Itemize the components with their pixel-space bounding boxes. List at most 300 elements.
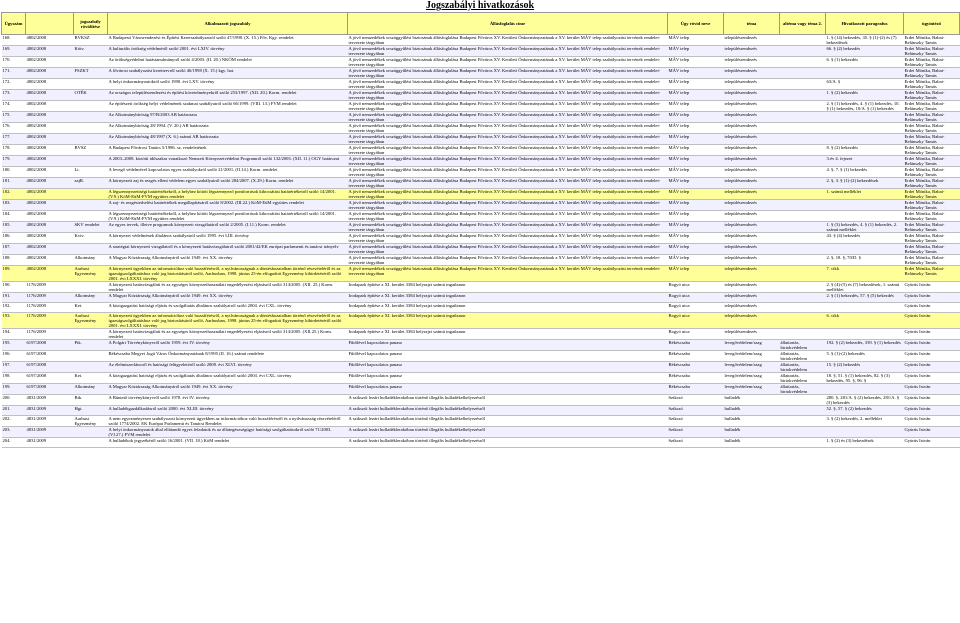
- law-title: A környezet védelmének általános szabályairól szóló 1995. évi LIII. törvény: [108, 233, 348, 244]
- topic: hulladék: [724, 416, 780, 427]
- row-number: 191.: [2, 293, 26, 303]
- abbreviation: [74, 362, 108, 373]
- law-title: A 2003–2008. közötti időszakra vonatkozó Nemzeti Környezetvédelmi Programról szóló 132/2003. (XII. 11.) OGY határozat: [108, 156, 348, 167]
- cited-paragraph: 2. §, 18. §, 70/D. §: [826, 255, 904, 266]
- cited-paragraph: 5. § (1)-(2) bekezdés: [826, 351, 904, 362]
- topic: településrendezés: [724, 200, 780, 211]
- row-number: 186.: [2, 233, 26, 244]
- statement-title: A jövő nemzedékek országgyűlési biztosának állásfoglalása Budapest Főváros XV. Kerületi Önkormányzatának a XV. kerület MÁV telep szabályozási tervének rendelet-tervezete tárgyában: [348, 211, 668, 222]
- statement-title: A jövő nemzedékek országgyűlési biztosának állásfoglalása Budapest Főváros XV. Kerületi Önkormányzatának a XV. kerület MÁV telep szabályozási tervének rendelet-tervezete tárgyában: [348, 189, 668, 200]
- statement-title: A jövő nemzedékek országgyűlési biztosának állásfoglalása Budapest Főváros XV. Kerületi Önkormányzatának a XV. kerület MÁV telep szabályozási tervének rendelet-tervezete tárgyában: [348, 46, 668, 57]
- cited-paragraph: 6. § (1) bekezdés: [826, 57, 904, 68]
- case-officer: Erdei Mónika, Babai-Belánszky Tamás: [904, 90, 960, 101]
- case-officer: Erdei Mónika, Babai-Belánszky Tamás: [904, 145, 960, 156]
- law-title: A nem egyezményesen szabályozott környezeti ügyekben az információhoz való hozzáférésről és a nyilvánosság részvételéről szóló 1774/2002. EK Európai Parlamenti és Tanácsi Rendelet: [108, 416, 348, 427]
- row-number: 182.: [2, 189, 26, 200]
- row-number: 168.: [2, 35, 26, 46]
- subtopic: [780, 427, 826, 438]
- header-ugyszam-no: [26, 13, 74, 35]
- row-number: 203.: [2, 427, 26, 438]
- row-number: 190.: [2, 282, 26, 293]
- topic: településrendezés: [724, 90, 780, 101]
- law-title: A hulladékgazdálkodásról szóló 2000. évi XLIII. törvény: [108, 406, 348, 416]
- law-title: A zaj- és rezgésterhelési határértékek megállapításáról szóló 8/2002. (III.22.) KöM-EüM együttes rendelet: [108, 200, 348, 211]
- subtopic: [780, 244, 826, 255]
- subtopic: [780, 156, 826, 167]
- case-name: Bogyó utca: [668, 313, 724, 329]
- case-name: MÁV telep: [668, 123, 724, 134]
- case-number: 4802/2008: [26, 211, 74, 222]
- case-officer: Erdei Mónika, Babai-Belánszky Tamás: [904, 244, 960, 255]
- cited-paragraph: [826, 112, 904, 123]
- law-title: Az Alkotmánybíróság 28/1994. (V. 20.) AB határozata: [108, 123, 348, 134]
- law-title: A közigazgatási hatósági eljárás és szolgáltatás általános szabályairól szóló 2004. évi CXL. törvény: [108, 373, 348, 384]
- case-number: 1176/2009: [26, 293, 74, 303]
- law-title: A Polgári Törvénykönyvről szóló 1959. évi IV. törvény: [108, 340, 348, 351]
- table-row: [2, 427, 960, 438]
- case-name: MÁV telep: [668, 35, 724, 46]
- cited-paragraph: 1. § (2) bekezdés: [826, 90, 904, 101]
- case-officer: Erdei Mónika, Babai-Belánszky Tamás: [904, 189, 960, 200]
- case-number: 4802/2008: [26, 244, 74, 255]
- row-number: 183.: [2, 200, 26, 211]
- case-name: MÁV telep: [668, 145, 724, 156]
- statement-title: A jövő nemzedékek országgyűlési biztosának állásfoglalása Budapest Főváros XV. Kerületi Önkormányzatának a XV. kerület MÁV telep szabályozási tervének rendelet-tervezete tárgyában: [348, 112, 668, 123]
- law-title: A légszennyezettségi határértékekről, a helyhez kötött légszennyező pontforrások kibocsátási határértékeiről szóló 14/2001. (V.9.) KöM-EüM-FVM együttes rendelet: [108, 189, 348, 200]
- subtopic: [780, 79, 826, 90]
- topic: településrendezés: [724, 79, 780, 90]
- subtopic: [780, 282, 826, 293]
- topic: településrendezés: [724, 255, 780, 266]
- case-name: MÁV telep: [668, 222, 724, 233]
- case-officer: Erdei Mónika, Babai-Belánszky Tamás: [904, 79, 960, 90]
- topic: hulladék: [724, 438, 780, 448]
- cited-paragraph: 2. § (1) bekezdés, 4. § (1) bekezdés, 10. § (1) bekezdés, 10/A. § (1) bekezdés: [826, 101, 904, 112]
- subtopic: [780, 233, 826, 244]
- row-number: 194.: [2, 329, 26, 340]
- table-row: [2, 329, 960, 340]
- abbreviation: SKV rendelet: [74, 222, 108, 233]
- header-ugyintezo: ügyintéző: [904, 13, 960, 35]
- row-number: 184.: [2, 211, 26, 222]
- row-number: 174.: [2, 101, 26, 112]
- subtopic: állattartás, birtokvédelem: [780, 340, 826, 351]
- cited-paragraph: 192. § (2) bekezdés, 339. § (1) bekezdés: [826, 340, 904, 351]
- cited-paragraph: [826, 68, 904, 79]
- case-officer: Gyürüs István: [904, 329, 960, 340]
- topic: településrendezés: [724, 189, 780, 200]
- row-number: 176.: [2, 123, 26, 134]
- cited-paragraph: 1. § (3) bekezdés, 4. § (1) bekezdés, 2. számú melléklet: [826, 222, 904, 233]
- case-number: 4831/2009: [26, 406, 74, 416]
- case-number: 4802/2008: [26, 46, 74, 57]
- row-number: 175.: [2, 112, 26, 123]
- page-title: Jogszabályi hivatkozások: [425, 0, 535, 11]
- subtopic: [780, 123, 826, 134]
- abbreviation: Btk.: [74, 395, 108, 406]
- table-row: [2, 123, 960, 134]
- cited-paragraph: 3. § (2) bekezdés, 2. melléklet: [826, 416, 904, 427]
- statement-title: A jövő nemzedékek országgyűlési biztosának állásfoglalása Budapest Főváros XV. Kerületi Önkormányzatának a XV. kerület MÁV telep szabályozási tervének rendelet-tervezete tárgyában: [348, 57, 668, 68]
- cited-paragraph: 7. cikk: [826, 266, 904, 282]
- topic: településrendezés: [724, 313, 780, 329]
- law-title: A környezeti hatásvizsgálati és az egységes környezethasználati engedélyezési eljárásról szóló 314/2005. (XII.25.) Korm. rendelet: [108, 329, 348, 340]
- case-officer: Erdei Mónika, Babai-Belánszky Tamás: [904, 167, 960, 178]
- table-row: [2, 293, 960, 303]
- topic: településrendezés: [724, 112, 780, 123]
- statement-title: Fűtőlével kapcsolatos panasz: [348, 384, 668, 395]
- cited-paragraph: [826, 329, 904, 340]
- topic: településrendezés: [724, 156, 780, 167]
- topic: településrendezés: [724, 46, 780, 57]
- table-row: [2, 244, 960, 255]
- abbreviation: Kvtv.: [74, 233, 108, 244]
- case-officer: Gyürüs István: [904, 427, 960, 438]
- law-title: A Magyar Köztársaság Alkotmányáról szóló 1949. évi XX. törvény: [108, 384, 348, 395]
- table-row: [2, 406, 960, 416]
- case-officer: Erdei Mónika, Babai-Belánszky Tamás: [904, 233, 960, 244]
- abbreviation: OTÉK: [74, 90, 108, 101]
- subtopic: állattartás, birtokvédelem: [780, 373, 826, 384]
- abbreviation: BVKSZ: [74, 35, 108, 46]
- case-number: 4802/2008: [26, 101, 74, 112]
- cited-paragraph: 52. §, 57. § (2) bekezdés: [826, 406, 904, 416]
- case-officer: Erdei Mónika, Babai-Belánszky Tamás: [904, 123, 960, 134]
- cited-paragraph: [826, 134, 904, 145]
- law-title: A helyi önkormányzatokról szóló 1990. évi LXV. törvény: [108, 79, 348, 90]
- case-name: Békéscsaba: [668, 373, 724, 384]
- row-number: 202.: [2, 416, 26, 427]
- abbreviation: Kötv.: [74, 46, 108, 57]
- topic: településrendezés: [724, 244, 780, 255]
- case-officer: Gyürüs István: [904, 416, 960, 427]
- row-number: 198.: [2, 373, 26, 384]
- cited-paragraph: 1. számú melléklet: [826, 189, 904, 200]
- cited-paragraph: 2. § (4)-(5) és (7) bekezdések, 1. számú melléklet: [826, 282, 904, 293]
- row-number: 196.: [2, 351, 26, 362]
- subtopic: [780, 406, 826, 416]
- law-title: A légszennyezettségi határértékekről, a helyhez kötött légszennyező pontforrások kibocsátási határértékeiről szóló 14/2001. (V.9.) KöM-EüM-FVM együttes rendelet: [108, 211, 348, 222]
- table-row: [2, 351, 960, 362]
- statement-title: A jövő nemzedékek országgyűlési biztosának állásfoglalása Budapest Főváros XV. Kerületi Önkormányzatának a XV. kerület MÁV telep szabályozási tervének rendelet-tervezete tárgyában: [348, 178, 668, 189]
- topic: levegővédelem/szag: [724, 340, 780, 351]
- case-name: MÁV telep: [668, 167, 724, 178]
- table-row: [2, 211, 960, 222]
- case-officer: Erdei Mónika, Babai-Belánszky Tamás: [904, 35, 960, 46]
- statement-title: Fűtőlével kapcsolatos panasz: [348, 351, 668, 362]
- case-name: Békéscsaba: [668, 340, 724, 351]
- cited-paragraph: 8. § (2) bekezdés: [826, 145, 904, 156]
- case-name: Békéscsaba: [668, 384, 724, 395]
- subtopic: [780, 329, 826, 340]
- case-name: MÁV telep: [668, 68, 724, 79]
- case-number: 1176/2009: [26, 329, 74, 340]
- row-number: 177.: [2, 134, 26, 145]
- row-number: 171.: [2, 68, 26, 79]
- case-number: 4802/2008: [26, 123, 74, 134]
- law-title: A Magyar Köztársaság Alkotmányáról szóló 1949. évi XX. törvény: [108, 255, 348, 266]
- case-name: MÁV telep: [668, 233, 724, 244]
- table-row: [2, 101, 960, 112]
- statement-title: A jövő nemzedékek országgyűlési biztosának állásfoglalása Budapest Főváros XV. Kerületi Önkormányzatának a XV. kerület MÁV telep szabályozási tervének rendelet-tervezete tárgyában: [348, 266, 668, 282]
- case-name: MÁV telep: [668, 134, 724, 145]
- statement-title: A jövő nemzedékek országgyűlési biztosának állásfoglalása Budapest Főváros XV. Kerületi Önkormányzatának a XV. kerület MÁV telep szabályozási tervének rendelet-tervezete tárgyában: [348, 244, 668, 255]
- cited-paragraph: [826, 211, 904, 222]
- statement-title: A jövő nemzedékek országgyűlési biztosának állásfoglalása Budapest Főváros XV. Kerületi Önkormányzatának a XV. kerület MÁV telep szabályozási tervének rendelet-tervezete tárgyában: [348, 222, 668, 233]
- row-number: 179.: [2, 156, 26, 167]
- case-number: 4802/2008: [26, 222, 74, 233]
- abbreviation: [74, 329, 108, 340]
- case-officer: Erdei Mónika, Babai-Belánszky Tamás: [904, 57, 960, 68]
- statement-title: A jövő nemzedékek országgyűlési biztosának állásfoglalása Budapest Főváros XV. Kerületi Önkormányzatának a XV. kerület MÁV telep szabályozási tervének rendelet-tervezete tárgyában: [348, 156, 668, 167]
- law-title: A környezeti ügyekben az információhoz való hozzáférésről, a nyilvánosságnak a döntéshozatalban történő részvételéről és az igazságszolgáltatáshoz való jog biztosításáról szóló, Aarhusban, 1998. június 25-én elfogadott Egyezmény kihirdetéséről szóló 2001. évi LXXXI. törvény: [108, 266, 348, 282]
- subtopic: [780, 313, 826, 329]
- header-row: [2, 13, 960, 35]
- row-number: 173.: [2, 90, 26, 101]
- table-row: [2, 222, 960, 233]
- law-title: A stratégiai környezeti vizsgálatról és a környezeti hatásvizsgálatról szóló 2001/42/EK európai parlamenti és tanácsi irányelv: [108, 244, 348, 255]
- topic: településrendezés: [724, 303, 780, 313]
- case-officer: Gyürüs István: [904, 351, 960, 362]
- case-number: 4831/2009: [26, 427, 74, 438]
- abbreviation: [74, 101, 108, 112]
- case-number: 4802/2008: [26, 233, 74, 244]
- case-number: 4802/2008: [26, 57, 74, 68]
- abbreviation: Ket.: [74, 373, 108, 384]
- abbreviation: [74, 123, 108, 134]
- law-title: A Magyar Köztársaság Alkotmányáról szóló 1949. évi XX. törvény: [108, 293, 348, 303]
- subtopic: [780, 395, 826, 406]
- subtopic: [780, 189, 826, 200]
- abbreviation: Alkotmány: [74, 255, 108, 266]
- case-officer: Erdei Mónika, Babai-Belánszky Tamás: [904, 112, 960, 123]
- law-title: Az országos településrendezési és építési követelményekről szóló 253/1997. (XII. 20.) Korm. rendelet: [108, 90, 348, 101]
- case-name: MÁV telep: [668, 255, 724, 266]
- table-row: [2, 189, 960, 200]
- case-number: 4802/2008: [26, 90, 74, 101]
- case-name: Békéscsaba: [668, 362, 724, 373]
- abbreviation: Alkotmány: [74, 293, 108, 303]
- table-row: [2, 282, 960, 293]
- statement-title: A jövő nemzedékek országgyűlési biztosának állásfoglalása Budapest Főváros XV. Kerületi Önkormányzatának a XV. kerület MÁV telep szabályozási tervének rendelet-tervezete tárgyában: [348, 101, 668, 112]
- abbreviation: [74, 351, 108, 362]
- table-row: [2, 200, 960, 211]
- case-name: Bogyó utca: [668, 329, 724, 340]
- case-number: 4802/2008: [26, 266, 74, 282]
- case-officer: Erdei Mónika, Babai-Belánszky Tamás: [904, 178, 960, 189]
- case-number: 4802/2008: [26, 145, 74, 156]
- header-ugyszam: Ügyszám: [2, 13, 26, 35]
- row-number: 169.: [2, 46, 26, 57]
- topic: településrendezés: [724, 178, 780, 189]
- abbreviation: [74, 200, 108, 211]
- statement-title: A szikszói lezárt hulladéklerakóban történő illegális hulladékelhelyezésről: [348, 416, 668, 427]
- row-number: 188.: [2, 255, 26, 266]
- cited-paragraph: 63/A. §: [826, 79, 904, 90]
- row-number: 178.: [2, 145, 26, 156]
- table-row: [2, 90, 960, 101]
- subtopic: [780, 200, 826, 211]
- topic: településrendezés: [724, 293, 780, 303]
- table-row: [2, 178, 960, 189]
- case-number: 4802/2008: [26, 167, 74, 178]
- law-title: A közigazgatási hatósági eljárás és szolgáltatás általános szabályairól szóló 2004. évi CXL. törvény: [108, 303, 348, 313]
- cited-paragraph: 4. §, 7. § (1) bekezdés: [826, 167, 904, 178]
- abbreviation: [74, 211, 108, 222]
- table-row: [2, 438, 960, 448]
- cited-paragraph: [826, 384, 904, 395]
- abbreviation: Ket.: [74, 303, 108, 313]
- table-row: [2, 79, 960, 90]
- subtopic: [780, 222, 826, 233]
- row-number: 181.: [2, 178, 26, 189]
- case-number: 4802/2008: [26, 156, 74, 167]
- case-number: 6197/2008: [26, 362, 74, 373]
- statement-title: A jövő nemzedékek országgyűlési biztosának állásfoglalása Budapest Főváros XV. Kerületi Önkormányzatának a XV. kerület MÁV telep szabályozási tervének rendelet-tervezete tárgyában: [348, 200, 668, 211]
- subtopic: [780, 112, 826, 123]
- abbreviation: [74, 134, 108, 145]
- subtopic: [780, 293, 826, 303]
- cited-paragraph: 280. §, 281/A. § (2) bekezdés, 281/A. § (3) bekezdés: [826, 395, 904, 406]
- law-title: Az örökségvédelmi hatástanulmányról szóló 4/2003. (II. 20.) NKÖM rendelet: [108, 57, 348, 68]
- abbreviation: [74, 79, 108, 90]
- law-title: A levegő védelmével kapcsolatos egyes szabályokról szóló 21/2001. (II.14.) Korm. rendelet: [108, 167, 348, 178]
- subtopic: [780, 211, 826, 222]
- topic: hulladék: [724, 395, 780, 406]
- header-jogszabaly: Alkalmazott jogszabály: [108, 13, 348, 35]
- case-officer: Erdei Mónika, Babai-Belánszky Tamás: [904, 222, 960, 233]
- topic: levegővédelem/szag: [724, 362, 780, 373]
- case-name: MÁV telep: [668, 189, 724, 200]
- header-altema: altéma vagy téma 2.: [780, 13, 826, 35]
- law-title: A Budapest Fővárosi Tanács 5/1986. sz. rendeletének: [108, 145, 348, 156]
- subtopic: [780, 178, 826, 189]
- law-title: A környezeti zaj és rezgés elleni védelem egyes szabályairól szóló 284/2007. (X.29.) Korm. rendelet: [108, 178, 348, 189]
- abbreviation: [74, 189, 108, 200]
- statement-title: A jövő nemzedékek országgyűlési biztosának állásfoglalása Budapest Főváros XV. Kerületi Önkormányzatának a XV. kerület MÁV telep szabályozási tervének rendelet-tervezete tárgyában: [348, 35, 668, 46]
- table-row: [2, 57, 960, 68]
- table-row: [2, 303, 960, 313]
- case-name: Szikszó: [668, 438, 724, 448]
- case-officer: Gyürüs István: [904, 313, 960, 329]
- subtopic: [780, 438, 826, 448]
- subtopic: [780, 266, 826, 282]
- case-officer: Erdei Mónika, Babai-Belánszky Tamás: [904, 266, 960, 282]
- case-number: 6197/2008: [26, 373, 74, 384]
- case-number: 4802/2008: [26, 112, 74, 123]
- case-name: MÁV telep: [668, 101, 724, 112]
- abbreviation: Hgt.: [74, 406, 108, 416]
- statement-title: A szikszói lezárt hulladéklerakóban történő illegális hulladékelhelyezésről: [348, 427, 668, 438]
- abbreviation: [74, 427, 108, 438]
- case-name: MÁV telep: [668, 57, 724, 68]
- row-number: 187.: [2, 244, 26, 255]
- table-row: [2, 384, 960, 395]
- table-row: [2, 362, 960, 373]
- cited-paragraph: 2. § (1) bekezdés, 57. § (5) bekezdés: [826, 293, 904, 303]
- case-name: MÁV telep: [668, 90, 724, 101]
- cited-paragraph: [826, 200, 904, 211]
- row-number: 185.: [2, 222, 26, 233]
- row-number: 172.: [2, 79, 26, 90]
- references-table: [1, 12, 960, 448]
- case-number: 4831/2009: [26, 395, 74, 406]
- case-officer: Erdei Mónika, Babai-Belánszky Tamás: [904, 255, 960, 266]
- row-number: 193.: [2, 313, 26, 329]
- table-row: [2, 395, 960, 406]
- table-row: [2, 35, 960, 46]
- cited-paragraph: 3.év 4. fejezet: [826, 156, 904, 167]
- topic: településrendezés: [724, 167, 780, 178]
- topic: településrendezés: [724, 266, 780, 282]
- case-name: Szikszó: [668, 406, 724, 416]
- cited-paragraph: 1. § (2) és (3) bekezdések: [826, 438, 904, 448]
- case-name: Bogyó utca: [668, 282, 724, 293]
- abbreviation: [74, 438, 108, 448]
- cited-paragraph: [826, 244, 904, 255]
- abbreviation: Lt.: [74, 167, 108, 178]
- case-officer: Gyürüs István: [904, 395, 960, 406]
- topic: településrendezés: [724, 57, 780, 68]
- law-title: Az Alkotmánybíróság 48/1997 (X. 6.) számú AB határozata: [108, 134, 348, 145]
- topic: településrendezés: [724, 68, 780, 79]
- law-title: A helyi önkormányzatok által ellátandó egyes feladatok és az állategészségügyi hatósági szolgáltatásokról szóló 71/2003. (VI.27.) FVM rendelet: [108, 427, 348, 438]
- topic: levegővédelem/szag: [724, 384, 780, 395]
- law-title: A Budapesti Városrendezési és Építési Keretszabályzatról szóló 47/1998. (X. 15.) Főv. Kgy. rendelet: [108, 35, 348, 46]
- abbreviation: [74, 57, 108, 68]
- law-title: Az élelmiszerláncról és hatósági felügyeletéről szóló 2008. évi XLVI. törvény: [108, 362, 348, 373]
- statement-title: A szikszói lezárt hulladéklerakóban történő illegális hulladékelhelyezésről: [348, 438, 668, 448]
- abbreviation: [74, 112, 108, 123]
- case-name: Szikszó: [668, 416, 724, 427]
- subtopic: állattartás, birtokvédelem: [780, 351, 826, 362]
- topic: hulladék: [724, 406, 780, 416]
- subtopic: [780, 255, 826, 266]
- case-number: 4802/2008: [26, 35, 74, 46]
- subtopic: [780, 303, 826, 313]
- case-name: Szikszó: [668, 427, 724, 438]
- subtopic: [780, 416, 826, 427]
- table-row: [2, 340, 960, 351]
- topic: településrendezés: [724, 329, 780, 340]
- statement-title: Irodapark építése a XI. kerület 3384 helyrajzi számú ingatlanon: [348, 329, 668, 340]
- statement-title: Irodapark építése a XI. kerület 3384 helyrajzi számú ingatlanon: [348, 303, 668, 313]
- abbreviation: [74, 244, 108, 255]
- subtopic: [780, 46, 826, 57]
- header-paragrafus: Hivatkozott paragrafus: [826, 13, 904, 35]
- topic: településrendezés: [724, 211, 780, 222]
- case-number: 4802/2008: [26, 189, 74, 200]
- cited-paragraph: 6. cikk: [826, 313, 904, 329]
- abbreviation: Ptk.: [74, 340, 108, 351]
- topic: településrendezés: [724, 134, 780, 145]
- law-title: Az építészeti örökség helyi védelmének szakmai szabályairól szóló 66/1999. (VIII. 13.) FVM rendelet: [108, 101, 348, 112]
- case-name: Bogyó utca: [668, 293, 724, 303]
- row-number: 189.: [2, 266, 26, 282]
- case-officer: Erdei Mónika, Babai-Belánszky Tamás: [904, 156, 960, 167]
- cited-paragraph: [826, 303, 904, 313]
- case-officer: Gyürüs István: [904, 373, 960, 384]
- header-rovidites: jogszabály rövidítése: [74, 13, 108, 35]
- abbreviation: Aarhusi Egyezmény: [74, 266, 108, 282]
- abbreviation: [74, 156, 108, 167]
- cited-paragraph: [826, 427, 904, 438]
- subtopic: [780, 35, 826, 46]
- cited-paragraph: 66. § (2) bekezdés: [826, 46, 904, 57]
- case-officer: Erdei Mónika, Babai-Belánszky Tamás: [904, 200, 960, 211]
- case-name: MÁV telep: [668, 200, 724, 211]
- subtopic: állattartás, birtokvédelem: [780, 384, 826, 395]
